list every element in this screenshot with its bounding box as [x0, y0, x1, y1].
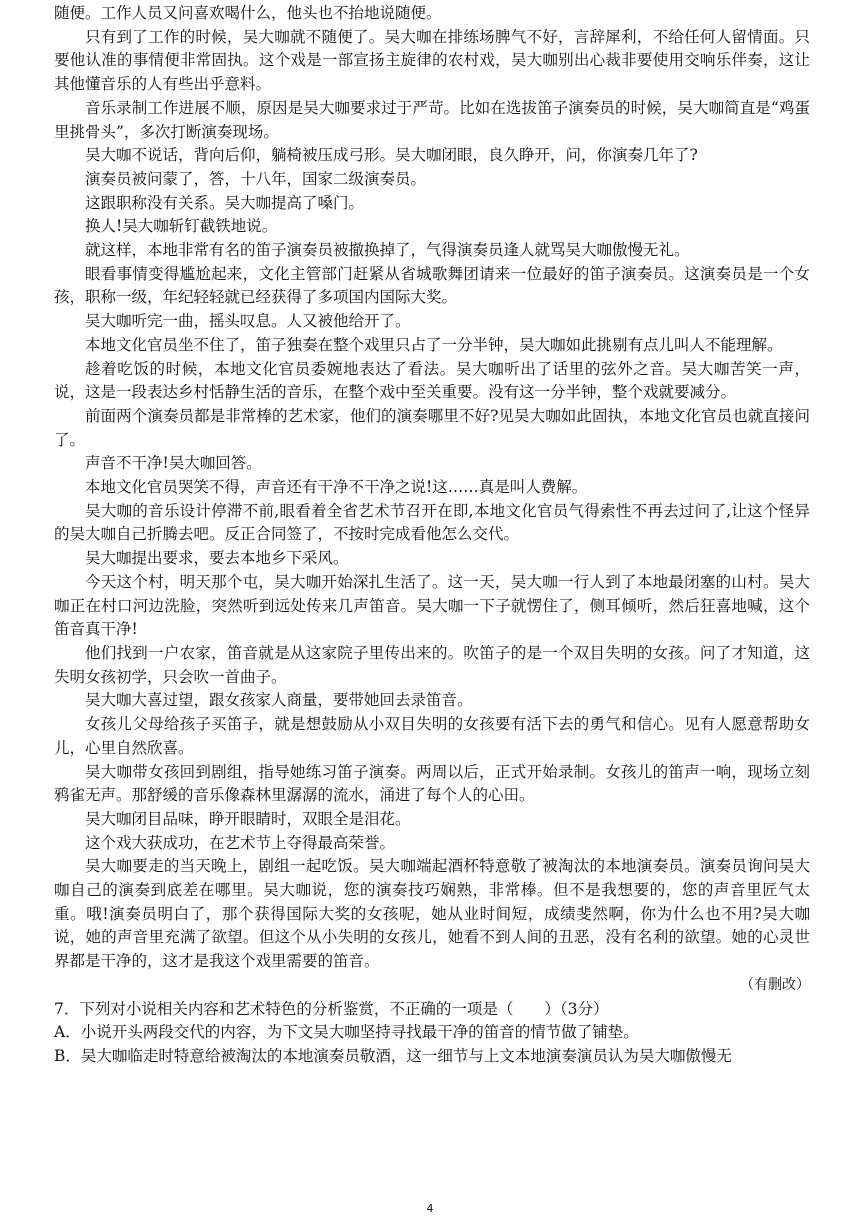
- story-paragraph: 声音不干净!吴大咖回答。: [85, 454, 262, 473]
- document-body: [54, 2, 810, 1069]
- story-paragraph: 这跟职称没有关系。吴大咖提高了嗓门。: [85, 193, 365, 212]
- question-7: [54, 998, 810, 1069]
- story-paragraph: 换人!吴大咖斩钉截铁地说。: [85, 217, 278, 236]
- story-paragraph: 吴大咖的音乐设计停滞不前,眼看着全省艺术节召开在即,本地文化官员气得索性不再去过问了,让这个怪异的吴大咖自己折腾去吧。反正合同签了，不按时完成看他怎么交代。: [54, 501, 810, 544]
- story-paragraph: 眼看事情变得尴尬起来，文化主管部门赶紧从省城歌舞团请来一位最好的笛子演奏员。这演奏员是一个女孩，职称一级，年纪轻轻就已经获得了多项国内国际大奖。: [54, 264, 810, 307]
- source-note: （有删改）: [740, 976, 810, 993]
- story-paragraph: 本地文化官员坐不住了，笛子独奏在整个戏里只占了一分半钟，吴大咖如此挑剔有点儿叫人不能理解。: [85, 335, 783, 354]
- story-paragraph: 音乐录制工作进展不顺，原因是吴大咖要求过于严苛。比如在选拔笛子演奏员的时候，吴大咖简直是“鸡蛋里挑骨头”，多次打断演奏现场。: [54, 98, 810, 141]
- story-paragraph: 演奏员被问蒙了，答，十八年，国家二级演奏员。: [85, 169, 427, 188]
- story-paragraph: 吴大咖大喜过望，跟女孩家人商量，要带她回去录笛音。: [85, 691, 473, 710]
- story-paragraph: 今天这个村，明天那个屯，吴大咖开始深扎生活了。这一天，吴大咖一行人到了本地最闭塞的山村。吴大咖正在村口河边洗脸，突然听到远处传来几声笛音。吴大咖一下子就愣住了，侧耳倾听，然后狂喜地喊，这个笛音真干净!: [54, 572, 810, 639]
- story-text: [54, 2, 810, 974]
- story-paragraph: 前面两个演奏员都是非常棒的艺术家，他们的演奏哪里不好?见吴大咖如此固执，本地文化官员也就直接问了。: [54, 406, 810, 449]
- option-a: A．小说开头两段交代的内容，为下文吴大咖坚持寻找最干净的笛音的情节做了铺垫。: [54, 1023, 639, 1042]
- story-paragraph: 随便。工作人员又问喜欢喝什么，他头也不抬地说随便。: [54, 4, 442, 22]
- story-paragraph: 吴大咖闭目品味，睁开眼睛时，双眼全是泪花。: [85, 809, 411, 828]
- question-stem: 7．下列对小说相关内容和艺术特色的分析鉴赏，不正确的一项是（ ）（3分）: [54, 999, 609, 1018]
- story-paragraph: 吴大咖不说话，背向后仰，躺椅被压成弓形。吴大咖闭眼，良久睁开，问，你演奏几年了?: [85, 146, 698, 165]
- page-number: 4: [426, 1202, 434, 1215]
- option-b: B．吴大咖临走时特意给被淘汰的本地演奏员敬酒，这一细节与上文本地演奏演员认为吴大咖傲慢无: [54, 1046, 732, 1065]
- story-paragraph: 就这样，本地非常有名的笛子演奏员被撤换掉了，气得演奏员逢人就骂吴大咖傲慢无礼。: [85, 241, 690, 260]
- story-paragraph: 女孩儿父母给孩子买笛子，就是想鼓励从小双目失明的女孩要有活下去的勇气和信心。见有人愿意帮助女儿，心里自然欣喜。: [54, 715, 810, 757]
- story-paragraph: 本地文化官员哭笑不得，声音还有干净不干净之说!这……真是叫人费解。: [85, 478, 588, 497]
- story-paragraph: 吴大咖提出要求，要去本地乡下采风。: [85, 549, 349, 568]
- story-paragraph: 只有到了工作的时候，吴大咖就不随便了。吴大咖在排练场脾气不好，言辞犀利，不给任何人留情面。只要他认准的事情便非常固执。这个戏是一部宣扬主旋律的农村戏，吴大咖别出心裁非要使用交响乐伴奏，这让其他懂音乐的人有些出乎意料。: [54, 27, 810, 94]
- story-paragraph: 这个戏大获成功，在艺术节上夺得最高荣誉。: [85, 833, 396, 852]
- story-paragraph: 吴大咖要走的当天晚上，剧组一起吃饭。吴大咖端起酒杯特意敬了被淘汰的本地演奏员。演奏员询问吴大咖自己的演奏到底差在哪里。吴大咖说，您的演奏技巧娴熟，非常棒。但不是我想要的，您的声音里匠气太重。哦!演奏员明白了，那个获得国际大奖的女孩呢，她从业时间短，成绩斐然啊，你为什么也不用?吴大咖说，她的声音里充满了欲望。但这个从小失明的女孩儿，她看不到人间的丑恶，没有名利的欲望。她的心灵世界都是干净的，这才是我这个戏里需要的笛音。: [54, 857, 810, 971]
- story-paragraph: 趁着吃饭的时候，本地文化官员委婉地表达了看法。吴大咖听出了话里的弦外之音。吴大咖苦笑一声，说，这是一段表达乡村恬静生活的音乐，在整个戏中至关重要。没有这一分半钟，整个戏就要减分。: [54, 359, 810, 402]
- story-paragraph: 他们找到一户农家，笛音就是从这家院子里传出来的。吹笛子的是一个双目失明的女孩。问了才知道，这失明女孩初学，只会吹一首曲子。: [54, 643, 810, 686]
- story-paragraph: 吴大咖听完一曲，摇头叹息。人又被他给开了。: [85, 312, 411, 331]
- story-paragraph: 吴大咖带女孩回到剧组，指导她练习笛子演奏。两周以后，正式开始录制。女孩儿的笛声一响，现场立刻鸦雀无声。那舒缓的音乐像森林里潺潺的流水，涌进了每个人的心田。: [54, 762, 810, 805]
